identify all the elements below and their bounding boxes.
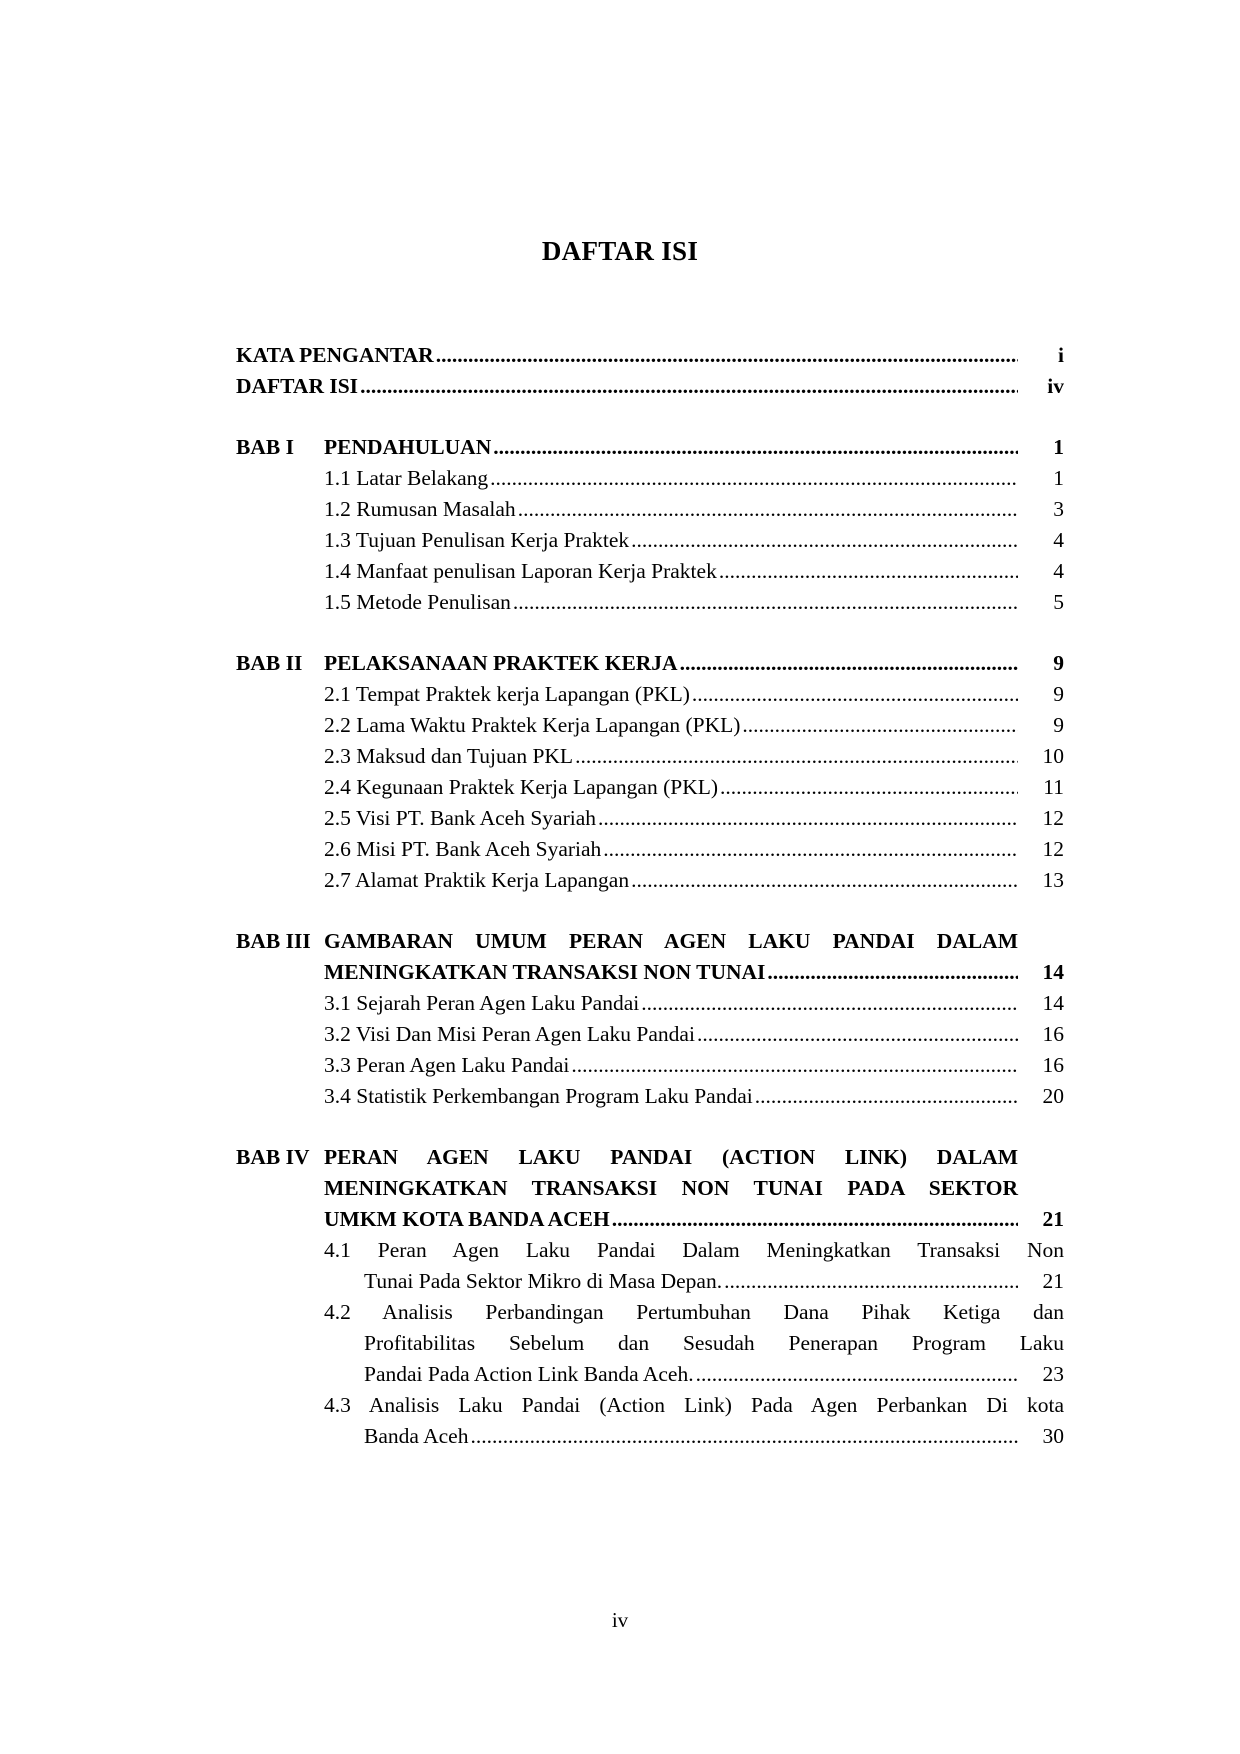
leader-dots: [631, 525, 1018, 556]
section-title: 3.3 Peran Agen Laku Pandai: [324, 1050, 571, 1081]
section-page: 9: [1053, 682, 1064, 706]
section-entry[interactable]: [236, 1390, 1064, 1421]
section-page: 9: [1053, 713, 1064, 737]
section-entry[interactable]: [236, 494, 1064, 525]
chapter-heading-bab-4-cont: [236, 1173, 1064, 1204]
chapter-page: 9: [1053, 651, 1064, 675]
section-page: 12: [1042, 806, 1064, 830]
toc-entry-page: iv: [1047, 374, 1064, 398]
section-title: 2.7 Alamat Praktik Kerja Lapangan: [324, 865, 631, 896]
leader-dots: [724, 1266, 1018, 1297]
table-of-contents: [236, 340, 1064, 1452]
leader-dots: [767, 957, 1018, 988]
chapter-heading-bab-4[interactable]: [236, 1142, 1064, 1173]
leader-dots: [720, 772, 1018, 803]
section-title: 2.2 Lama Waktu Praktek Kerja Lapangan (PKL): [324, 710, 742, 741]
leader-dots: [641, 988, 1018, 1019]
section-title-line: 4.2 Analisis Perbandingan Pertumbuhan Dana Pihak Ketiga dan: [324, 1300, 1064, 1324]
section-title: 1.3 Tujuan Penulisan Kerja Praktek: [324, 525, 631, 556]
section-entry-cont[interactable]: [236, 1266, 1064, 1297]
section-title: 2.3 Maksud dan Tujuan PKL: [324, 741, 575, 772]
section-title: 2.5 Visi PT. Bank Aceh Syariah: [324, 803, 598, 834]
leader-dots: [697, 1019, 1018, 1050]
section-page: 30: [1042, 1424, 1064, 1448]
leader-dots: [518, 494, 1018, 525]
section-title: 1.5 Metode Penulisan: [324, 587, 513, 618]
section-entry[interactable]: [236, 525, 1064, 556]
leader-dots: [680, 648, 1018, 679]
chapter-title-line: UMKM KOTA BANDA ACEH: [324, 1204, 612, 1235]
section-title-line: 4.3 Analisis Laku Pandai (Action Link) Pada Agen Perbankan Di kota: [324, 1393, 1064, 1417]
section-title: 3.4 Statistik Perkembangan Program Laku Pandai: [324, 1081, 755, 1112]
leader-dots: [612, 1204, 1018, 1235]
section-page: 16: [1042, 1022, 1064, 1046]
section-entry-cont[interactable]: [236, 1421, 1064, 1452]
section-page: 13: [1042, 868, 1064, 892]
section-entry[interactable]: [236, 834, 1064, 865]
leader-dots: [692, 679, 1018, 710]
section-entry[interactable]: [236, 803, 1064, 834]
chapter-number: BAB I: [236, 435, 294, 459]
section-entry-cont[interactable]: [236, 1359, 1064, 1390]
section-entry[interactable]: [236, 679, 1064, 710]
section-page: 1: [1053, 466, 1064, 490]
leader-dots: [719, 556, 1018, 587]
chapter-number: BAB IV: [236, 1145, 310, 1169]
section-entry[interactable]: [236, 463, 1064, 494]
section-title: 3.1 Sejarah Peran Agen Laku Pandai: [324, 988, 641, 1019]
leader-dots: [436, 340, 1018, 371]
chapter-page: 21: [1042, 1207, 1064, 1231]
section-page: 23: [1042, 1362, 1064, 1386]
section-title-line: Banda Aceh: [364, 1421, 470, 1452]
section-entry-cont[interactable]: [236, 1328, 1064, 1359]
chapter-title-line: GAMBARAN UMUM PERAN AGEN LAKU PANDAI DALAM: [324, 929, 1018, 953]
section-entry[interactable]: [236, 710, 1064, 741]
section-title-line: Tunai Pada Sektor Mikro di Masa Depan.: [364, 1266, 724, 1297]
leader-dots: [631, 865, 1018, 896]
chapter-page: 14: [1042, 960, 1064, 984]
toc-entry-kata-pengantar[interactable]: [236, 340, 1064, 371]
section-title-line: Pandai Pada Action Link Banda Aceh.: [364, 1359, 696, 1390]
leader-dots: [571, 1050, 1018, 1081]
section-page: 21: [1042, 1269, 1064, 1293]
section-title: 1.2 Rumusan Masalah: [324, 494, 518, 525]
chapter-page: 1: [1053, 435, 1064, 459]
chapter-heading-bab-3-cont[interactable]: [236, 957, 1064, 988]
section-entry[interactable]: [236, 1297, 1064, 1328]
leader-dots: [603, 834, 1018, 865]
section-title-line: 4.1 Peran Agen Laku Pandai Dalam Meningkatkan Transaksi Non: [324, 1238, 1064, 1262]
section-page: 10: [1042, 744, 1064, 768]
chapter-heading-bab-1[interactable]: [236, 432, 1064, 463]
page-title: DAFTAR ISI: [541, 236, 699, 266]
leader-dots: [575, 741, 1018, 772]
section-page: 3: [1053, 497, 1064, 521]
chapter-heading-bab-4-cont[interactable]: [236, 1204, 1064, 1235]
chapter-title-line: MENINGKATKAN TRANSAKSI NON TUNAI: [324, 957, 767, 988]
section-page: 16: [1042, 1053, 1064, 1077]
chapter-title: PENDAHULUAN: [324, 432, 493, 463]
section-title: 2.6 Misi PT. Bank Aceh Syariah: [324, 834, 603, 865]
toc-entry-daftar-isi[interactable]: [236, 371, 1064, 402]
leader-dots: [490, 463, 1018, 494]
section-entry[interactable]: [236, 865, 1064, 896]
section-title: 1.4 Manfaat penulisan Laporan Kerja Praktek: [324, 556, 719, 587]
chapter-heading-bab-3[interactable]: [236, 926, 1064, 957]
chapter-title-line: PERAN AGEN LAKU PANDAI (ACTION LINK) DALAM: [324, 1145, 1018, 1169]
section-entry[interactable]: [236, 741, 1064, 772]
section-entry[interactable]: [236, 587, 1064, 618]
chapter-number: BAB III: [236, 929, 311, 953]
section-page: 20: [1042, 1084, 1064, 1108]
chapter-number: BAB II: [236, 651, 303, 675]
leader-dots: [360, 371, 1018, 402]
section-entry[interactable]: [236, 988, 1064, 1019]
leader-dots: [493, 432, 1018, 463]
section-title: 2.1 Tempat Praktek kerja Lapangan (PKL): [324, 679, 692, 710]
page-number: iv: [611, 1608, 629, 1632]
toc-entry-page: i: [1058, 343, 1064, 367]
section-title: 3.2 Visi Dan Misi Peran Agen Laku Pandai: [324, 1019, 697, 1050]
leader-dots: [755, 1081, 1018, 1112]
section-title: 2.4 Kegunaan Praktek Kerja Lapangan (PKL): [324, 772, 720, 803]
leader-dots: [598, 803, 1018, 834]
section-entry[interactable]: [236, 1019, 1064, 1050]
section-page: 11: [1043, 775, 1064, 799]
leader-dots: [470, 1421, 1018, 1452]
section-page: 4: [1053, 559, 1064, 583]
leader-dots: [513, 587, 1018, 618]
chapter-title: PELAKSANAAN PRAKTEK KERJA: [324, 648, 680, 679]
leader-dots: [742, 710, 1018, 741]
section-page: 5: [1053, 590, 1064, 614]
section-page: 12: [1042, 837, 1064, 861]
toc-entry-label: DAFTAR ISI: [236, 371, 360, 402]
chapter-heading-bab-2[interactable]: [236, 648, 1064, 679]
section-entry[interactable]: [236, 556, 1064, 587]
section-entry[interactable]: [236, 1050, 1064, 1081]
section-title: 1.1 Latar Belakang: [324, 463, 490, 494]
chapter-title-line: MENINGKATKAN TRANSAKSI NON TUNAI PADA SEKTOR: [324, 1176, 1018, 1200]
section-entry[interactable]: [236, 1081, 1064, 1112]
section-title-line: Profitabilitas Sebelum dan Sesudah Penerapan Program Laku: [364, 1331, 1064, 1355]
section-page: 14: [1042, 991, 1064, 1015]
section-page: 4: [1053, 528, 1064, 552]
leader-dots: [696, 1359, 1018, 1390]
toc-entry-label: KATA PENGANTAR: [236, 340, 436, 371]
section-entry[interactable]: [236, 1235, 1064, 1266]
section-entry[interactable]: [236, 772, 1064, 803]
